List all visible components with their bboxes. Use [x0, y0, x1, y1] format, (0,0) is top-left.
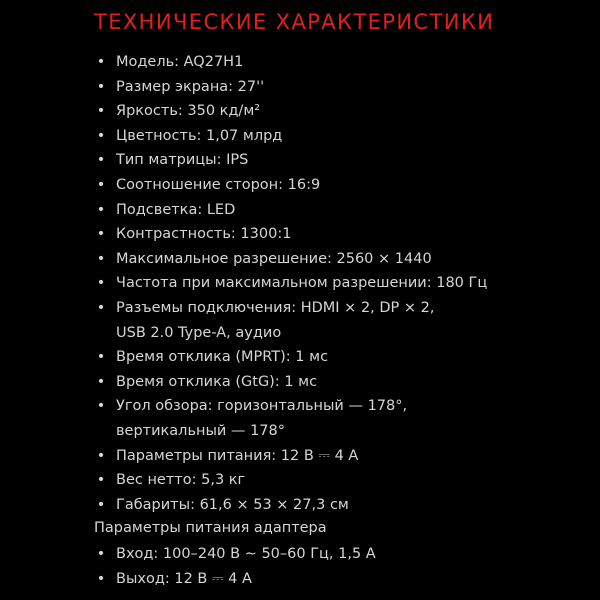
- spec-item: [94, 99, 574, 124]
- bullet-icon: •: [96, 201, 106, 218]
- bullet-icon: •: [96, 546, 106, 562]
- spec-text: Яркость: 350 кд/м²: [116, 103, 261, 120]
- spec-item: [94, 75, 574, 100]
- spec-item: [94, 173, 574, 198]
- bullet-icon: •: [96, 103, 106, 120]
- spec-item: [94, 493, 574, 518]
- spec-text: Время отклика (MPRT): 1 мс: [116, 349, 329, 366]
- bullet-icon: •: [96, 398, 106, 415]
- spec-item: [94, 394, 574, 443]
- spec-text: Максимальное разрешение: 2560 × 1440: [116, 250, 432, 267]
- spec-item: [94, 198, 574, 223]
- spec-item: [94, 296, 574, 345]
- bullet-icon: •: [96, 472, 106, 489]
- spec-text: Вес нетто: 5,3 кг: [116, 472, 246, 489]
- bullet-icon: •: [96, 447, 106, 464]
- bullet-icon: •: [96, 299, 106, 316]
- spec-item: [94, 271, 574, 296]
- adapter-section-title: Параметры питания адаптера: [94, 520, 327, 536]
- spec-text: Угол обзора: горизонтальный — 178°,: [116, 398, 408, 415]
- spec-item: [94, 247, 574, 272]
- bullet-icon: •: [96, 54, 106, 70]
- bullet-icon: •: [96, 373, 106, 390]
- page-title: ТЕХНИЧЕСКИЕ ХАРАКТЕРИСТИКИ: [94, 10, 495, 34]
- spec-item: [94, 468, 574, 493]
- bullet-icon: •: [96, 226, 106, 243]
- spec-text: Цветность: 1,07 млрд: [116, 127, 283, 144]
- adapter-spec-item: [94, 567, 574, 592]
- spec-item: [94, 444, 574, 469]
- spec-item: [94, 222, 574, 247]
- bullet-icon: •: [96, 570, 106, 587]
- bullet-icon: •: [96, 176, 106, 193]
- spec-item: [94, 50, 574, 75]
- spec-text: Тип матрицы: IPS: [116, 152, 249, 169]
- bullet-icon: •: [96, 78, 106, 95]
- bullet-icon: •: [96, 496, 106, 513]
- spec-list: [94, 50, 574, 517]
- spec-text: Вход: 100–240 В ∼ 50–60 Гц, 1,5 А: [116, 546, 376, 562]
- bullet-icon: •: [96, 349, 106, 366]
- spec-text: вертикальный — 178°: [116, 422, 285, 439]
- adapter-spec-item: [94, 542, 574, 567]
- spec-text: Частота при максимальном разрешении: 180 Гц: [116, 275, 488, 292]
- spec-text: Подсветка: LED: [116, 201, 236, 218]
- spec-text: Модель: AQ27H1: [116, 54, 244, 70]
- adapter-spec-list: [94, 542, 574, 591]
- spec-text: Параметры питания: 12 В ⎓ 4 А: [116, 447, 359, 464]
- spec-text: Время отклика (GtG): 1 мс: [116, 373, 318, 390]
- spec-text: Размер экрана: 27'': [116, 78, 265, 95]
- spec-text: Выход: 12 В ⎓ 4 А: [116, 570, 252, 587]
- spec-item: [94, 345, 574, 370]
- spec-text: USB 2.0 Type-A, аудио: [116, 324, 282, 341]
- bullet-icon: •: [96, 127, 106, 144]
- bullet-icon: •: [96, 250, 106, 267]
- spec-text: Контрастность: 1300:1: [116, 226, 292, 243]
- spec-item: [94, 370, 574, 395]
- spec-text: Габариты: 61,6 × 53 × 27,3 см: [116, 496, 349, 513]
- bullet-icon: •: [96, 275, 106, 292]
- bullet-icon: •: [96, 152, 106, 169]
- spec-item: [94, 124, 574, 149]
- spec-text: Соотношение сторон: 16:9: [116, 176, 321, 193]
- spec-item: [94, 148, 574, 173]
- spec-text: Разъемы подключения: HDMI × 2, DP × 2,: [116, 299, 435, 316]
